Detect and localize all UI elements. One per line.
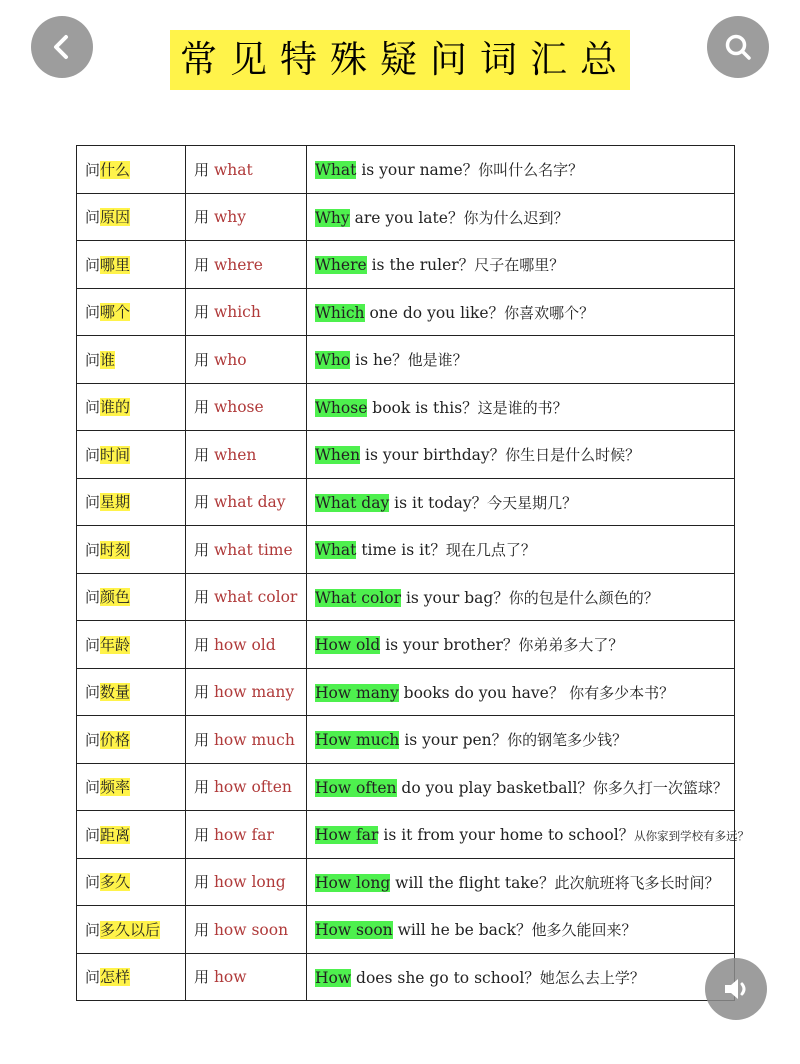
ask-cell [77, 288, 186, 336]
ask-prefix: 问 [85, 825, 101, 844]
ask-topic: 原因 [100, 208, 131, 227]
ask-prefix: 问 [85, 493, 101, 512]
example-highlight: What day [315, 493, 390, 512]
example-chinese: 这是谁的书？ [477, 398, 568, 417]
example-chinese: 你叫什么名字？ [478, 161, 584, 180]
ask-topic: 星期 [100, 493, 131, 512]
example-english: books do you have？ [398, 683, 565, 702]
table-row [77, 811, 735, 859]
use-prefix: 用 [194, 255, 210, 274]
use-prefix: 用 [194, 778, 210, 797]
example-cell [307, 668, 735, 716]
table-row [77, 431, 735, 479]
example-chinese: 你有多少本书？ [564, 683, 675, 702]
page-title: 常见特殊疑问词汇总 [170, 30, 630, 90]
table-row [77, 668, 735, 716]
example-highlight: How much [315, 731, 400, 750]
example-chinese: 你弟弟多大了？ [518, 636, 624, 655]
table-row [77, 193, 735, 241]
question-word: what time [213, 540, 293, 559]
use-prefix: 用 [194, 825, 210, 844]
question-word: who [213, 350, 247, 369]
example-english: will he be back？ [392, 921, 532, 940]
use-cell [186, 241, 307, 289]
ask-prefix: 问 [85, 968, 101, 987]
table-row [77, 763, 735, 811]
example-cell [307, 573, 735, 621]
example-chinese: 你的包是什么颜色的？ [508, 588, 659, 607]
ask-cell [77, 193, 186, 241]
example-chinese: 此次航班将飞多长时间？ [554, 873, 720, 892]
question-word: which [213, 303, 261, 322]
use-prefix: 用 [194, 873, 210, 892]
ask-cell [77, 858, 186, 906]
question-word: how many [213, 683, 295, 702]
example-cell [307, 478, 735, 526]
example-cell [307, 858, 735, 906]
table-body [77, 146, 750, 1001]
table-row [77, 146, 735, 194]
example-english: is your birthday？ [360, 446, 506, 465]
ask-topic: 哪里 [100, 255, 131, 274]
example-english: one do you like？ [364, 303, 505, 322]
use-cell [186, 906, 307, 954]
example-highlight: How [315, 968, 352, 987]
use-cell [186, 193, 307, 241]
example-chinese: 你多久打一次篮球？ [592, 778, 728, 797]
ask-prefix: 问 [85, 588, 101, 607]
ask-prefix: 问 [85, 635, 101, 654]
example-chinese: 你为什么迟到？ [463, 208, 569, 227]
ask-prefix: 问 [85, 255, 101, 274]
ask-prefix: 问 [85, 160, 101, 179]
ask-topic: 多久 [100, 873, 131, 892]
ask-topic: 价格 [100, 730, 131, 749]
example-english: is your brother？ [380, 636, 519, 655]
question-word: what color [213, 588, 298, 607]
example-cell [307, 146, 735, 194]
example-highlight: Who [315, 351, 351, 370]
example-chinese: 他是谁？ [407, 351, 468, 370]
use-prefix: 用 [194, 968, 210, 987]
table-row [77, 573, 735, 621]
ask-topic: 谁的 [100, 398, 131, 417]
use-prefix: 用 [194, 303, 210, 322]
example-highlight: How long [315, 873, 391, 892]
use-cell [186, 716, 307, 764]
use-cell [186, 953, 307, 1001]
ask-prefix: 问 [85, 920, 101, 939]
example-cell [307, 241, 735, 289]
example-cell [307, 431, 735, 479]
ask-cell [77, 621, 186, 669]
ask-topic: 怎样 [100, 968, 131, 987]
use-prefix: 用 [194, 635, 210, 654]
example-english: is your name？ [356, 161, 479, 180]
example-highlight: Whose [315, 398, 368, 417]
example-cell [307, 763, 735, 811]
ask-prefix: 问 [85, 873, 101, 892]
question-word-table [76, 145, 750, 1001]
example-highlight: How far [315, 826, 379, 845]
use-cell [186, 383, 307, 431]
question-word: why [213, 208, 246, 227]
ask-topic: 时刻 [100, 540, 131, 559]
ask-cell [77, 241, 186, 289]
table-row [77, 906, 735, 954]
table-row [77, 716, 735, 764]
question-word: how long [213, 873, 286, 892]
question-word: how old [213, 635, 276, 654]
ask-cell [77, 478, 186, 526]
ask-topic: 距离 [100, 825, 131, 844]
question-word: how soon [213, 920, 289, 939]
example-chinese: 从你家到学校有多远？ [634, 829, 750, 844]
question-word: how far [213, 825, 274, 844]
example-cell [307, 526, 735, 574]
table-row [77, 621, 735, 669]
ask-cell [77, 906, 186, 954]
ask-cell [77, 811, 186, 859]
example-english: are you late？ [349, 208, 464, 227]
table-row [77, 953, 735, 1001]
ask-prefix: 问 [85, 540, 101, 559]
example-cell [307, 811, 750, 859]
example-highlight: When [315, 446, 361, 465]
example-highlight: What [315, 161, 357, 180]
ask-prefix: 问 [85, 730, 101, 749]
ask-prefix: 问 [85, 398, 101, 417]
use-prefix: 用 [194, 683, 210, 702]
use-cell [186, 763, 307, 811]
example-chinese: 你喜欢哪个？ [504, 303, 595, 322]
table-row [77, 526, 735, 574]
ask-prefix: 问 [85, 350, 101, 369]
example-english: is he？ [350, 351, 408, 370]
ask-topic: 颜色 [100, 588, 131, 607]
example-chinese: 他多久能回来？ [531, 921, 637, 940]
ask-cell [77, 953, 186, 1001]
question-word: when [213, 445, 257, 464]
use-cell [186, 811, 307, 859]
sound-button[interactable] [705, 958, 767, 1020]
example-cell [307, 383, 735, 431]
ask-cell [77, 336, 186, 384]
example-highlight: Which [315, 303, 365, 322]
use-cell [186, 621, 307, 669]
ask-prefix: 问 [85, 208, 101, 227]
use-prefix: 用 [194, 208, 210, 227]
ask-prefix: 问 [85, 683, 101, 702]
ask-topic: 谁 [100, 350, 116, 369]
table-row [77, 241, 735, 289]
table-row [77, 336, 735, 384]
question-word: how [213, 968, 247, 987]
example-english: time is it？ [356, 541, 446, 560]
question-word: what [213, 160, 253, 179]
question-word: where [213, 255, 263, 274]
title-wrapper [0, 30, 800, 90]
table-row [77, 858, 735, 906]
example-highlight: What [315, 541, 357, 560]
use-cell [186, 478, 307, 526]
example-chinese: 你生日是什么时候？ [505, 446, 641, 465]
example-chinese: 你的钢笔多少钱？ [507, 731, 628, 750]
example-highlight: How old [315, 636, 381, 655]
ask-topic: 时间 [100, 445, 131, 464]
example-cell [307, 621, 735, 669]
example-cell [307, 336, 735, 384]
ask-cell [77, 383, 186, 431]
example-cell [307, 193, 735, 241]
use-prefix: 用 [194, 398, 210, 417]
question-word: what day [213, 493, 286, 512]
example-chinese: 现在几点了？ [445, 541, 536, 560]
example-cell [307, 953, 735, 1001]
ask-topic: 多久以后 [100, 920, 161, 939]
example-chinese: 尺子在哪里？ [474, 256, 565, 275]
use-cell [186, 858, 307, 906]
example-english: is the ruler？ [366, 256, 475, 275]
use-prefix: 用 [194, 588, 210, 607]
ask-cell [77, 763, 186, 811]
use-prefix: 用 [194, 350, 210, 369]
example-highlight: How many [315, 683, 399, 702]
example-cell [307, 716, 735, 764]
use-prefix: 用 [194, 160, 210, 179]
use-cell [186, 146, 307, 194]
ask-prefix: 问 [85, 445, 101, 464]
use-prefix: 用 [194, 445, 210, 464]
question-word: how much [213, 730, 295, 749]
example-highlight: How soon [315, 921, 393, 940]
use-cell [186, 431, 307, 479]
use-cell [186, 573, 307, 621]
ask-cell [77, 146, 186, 194]
example-highlight: Why [315, 208, 350, 227]
ask-topic: 哪个 [100, 303, 131, 322]
use-prefix: 用 [194, 540, 210, 559]
ask-cell [77, 573, 186, 621]
example-cell [307, 288, 735, 336]
example-english: is it from your home to school？ [378, 826, 635, 845]
example-cell [307, 906, 735, 954]
table-row [77, 478, 735, 526]
use-cell [186, 336, 307, 384]
example-english: does she go to school？ [351, 968, 540, 987]
example-chinese: 今天星期几？ [487, 493, 578, 512]
use-prefix: 用 [194, 730, 210, 749]
ask-topic: 频率 [100, 778, 131, 797]
example-english: is your bag？ [401, 588, 509, 607]
ask-prefix: 问 [85, 303, 101, 322]
example-highlight: How often [315, 778, 397, 797]
use-cell [186, 288, 307, 336]
example-english: book is this？ [367, 398, 478, 417]
ask-cell [77, 668, 186, 716]
question-word: how often [213, 778, 292, 797]
ask-prefix: 问 [85, 778, 101, 797]
example-chinese: 她怎么去上学？ [539, 968, 645, 987]
ask-cell [77, 526, 186, 574]
example-highlight: Where [315, 256, 367, 275]
use-cell [186, 526, 307, 574]
ask-topic: 什么 [100, 160, 131, 179]
use-cell [186, 668, 307, 716]
speaker-icon [720, 973, 752, 1005]
example-english: do you play basketball？ [396, 778, 593, 797]
question-word: whose [213, 398, 264, 417]
use-prefix: 用 [194, 493, 210, 512]
ask-cell [77, 716, 186, 764]
ask-topic: 数量 [100, 683, 131, 702]
example-english: is your pen？ [399, 731, 508, 750]
table-row [77, 383, 735, 431]
table-row [77, 288, 735, 336]
ask-cell [77, 431, 186, 479]
example-english: will the flight take？ [390, 873, 555, 892]
ask-topic: 年龄 [100, 635, 131, 654]
example-english: is it today？ [389, 493, 488, 512]
use-prefix: 用 [194, 920, 210, 939]
example-highlight: What color [315, 588, 402, 607]
